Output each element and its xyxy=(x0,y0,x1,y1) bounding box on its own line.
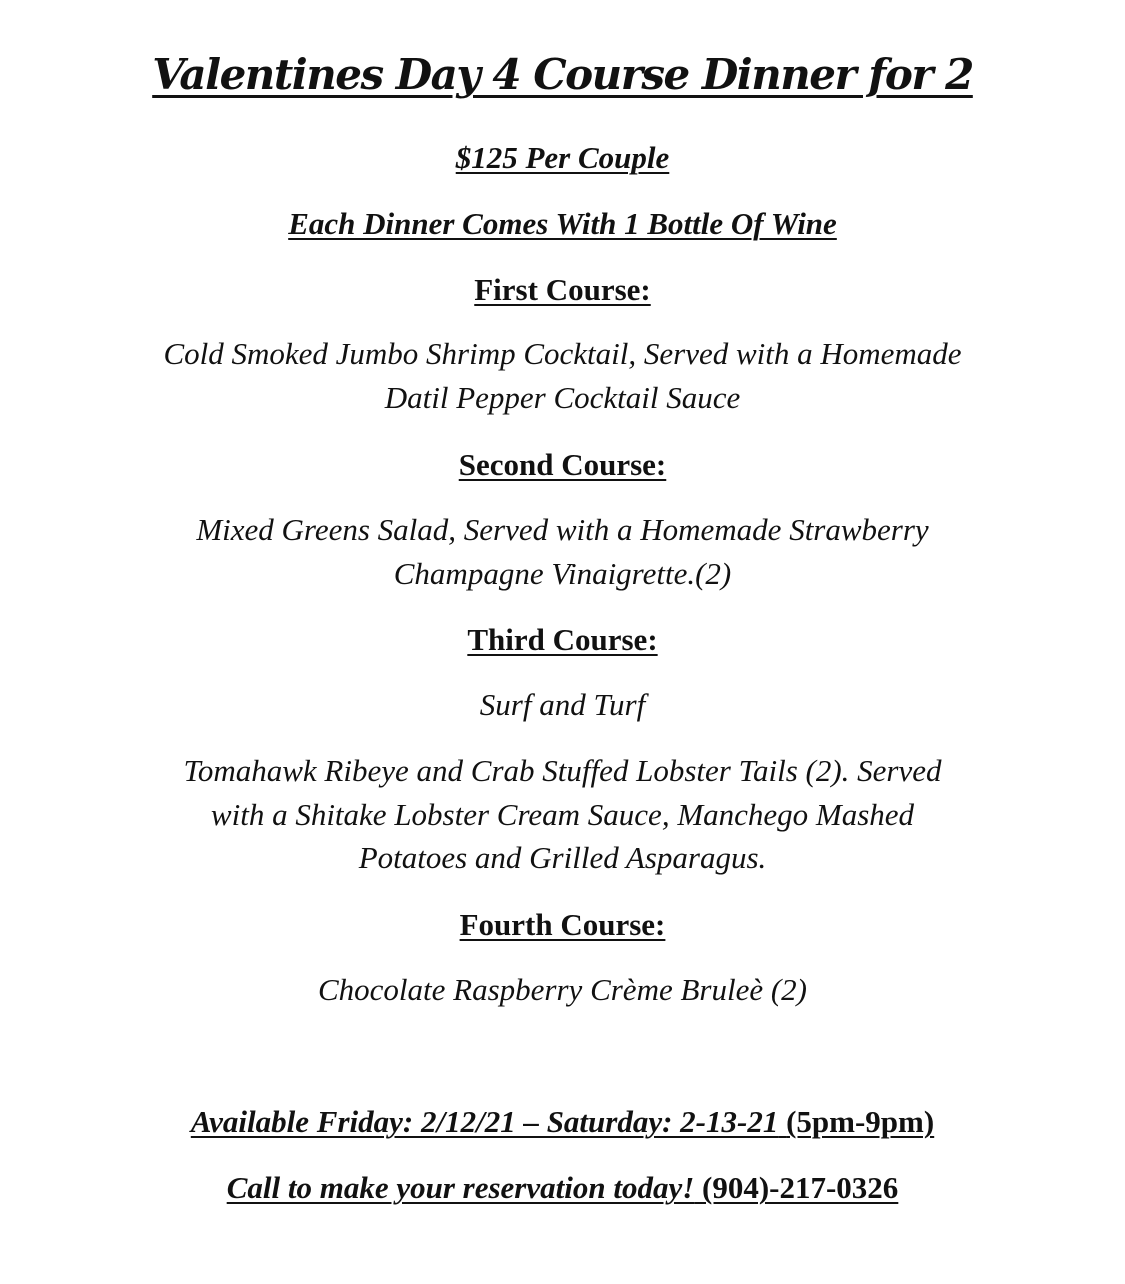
third-course-desc-line-2: with a Shitake Lobster Cream Sauce, Manchego Mashed xyxy=(210,797,915,832)
second-course-heading: Second Course: xyxy=(458,447,667,482)
fourth-course-heading: Fourth Course: xyxy=(459,907,666,942)
reservation-phone[interactable]: (904)-217-0326 xyxy=(702,1170,899,1205)
second-course-desc-line-1: Mixed Greens Salad, Served with a Homemade Strawberry xyxy=(196,512,929,547)
first-course-heading: First Course: xyxy=(474,272,651,307)
availability-dates: Available Friday: 2/12/21 – Saturday: 2-13-21 xyxy=(190,1104,779,1139)
reservation-call-to-action: Call to make your reservation today! xyxy=(226,1170,695,1205)
second-course-desc-line-2: Champagne Vinaigrette.(2) xyxy=(393,556,732,591)
first-course-desc-line-1: Cold Smoked Jumbo Shrimp Cocktail, Served with a Homemade xyxy=(163,336,962,371)
third-course-subtitle: Surf and Turf xyxy=(479,687,646,722)
first-course-desc-line-2: Datil Pepper Cocktail Sauce xyxy=(384,380,741,415)
third-course-heading: Third Course: xyxy=(467,622,658,657)
third-course-desc-line-1: Tomahawk Ribeye and Crab Stuffed Lobster Tails (2). Served xyxy=(183,753,942,788)
availability-hours: (5pm-9pm) xyxy=(786,1104,935,1139)
availability-line xyxy=(0,1104,1125,1140)
menu-title: Valentines Day 4 Course Dinner for 2 xyxy=(152,50,973,99)
price-line: $125 Per Couple xyxy=(455,140,670,175)
reservation-line xyxy=(0,1170,1125,1206)
wine-note: Each Dinner Comes With 1 Bottle Of Wine xyxy=(288,206,837,241)
third-course-desc-line-3: Potatoes and Grilled Asparagus. xyxy=(358,840,767,875)
fourth-course-desc-line-1: Chocolate Raspberry Crème Bruleè (2) xyxy=(318,972,807,1007)
